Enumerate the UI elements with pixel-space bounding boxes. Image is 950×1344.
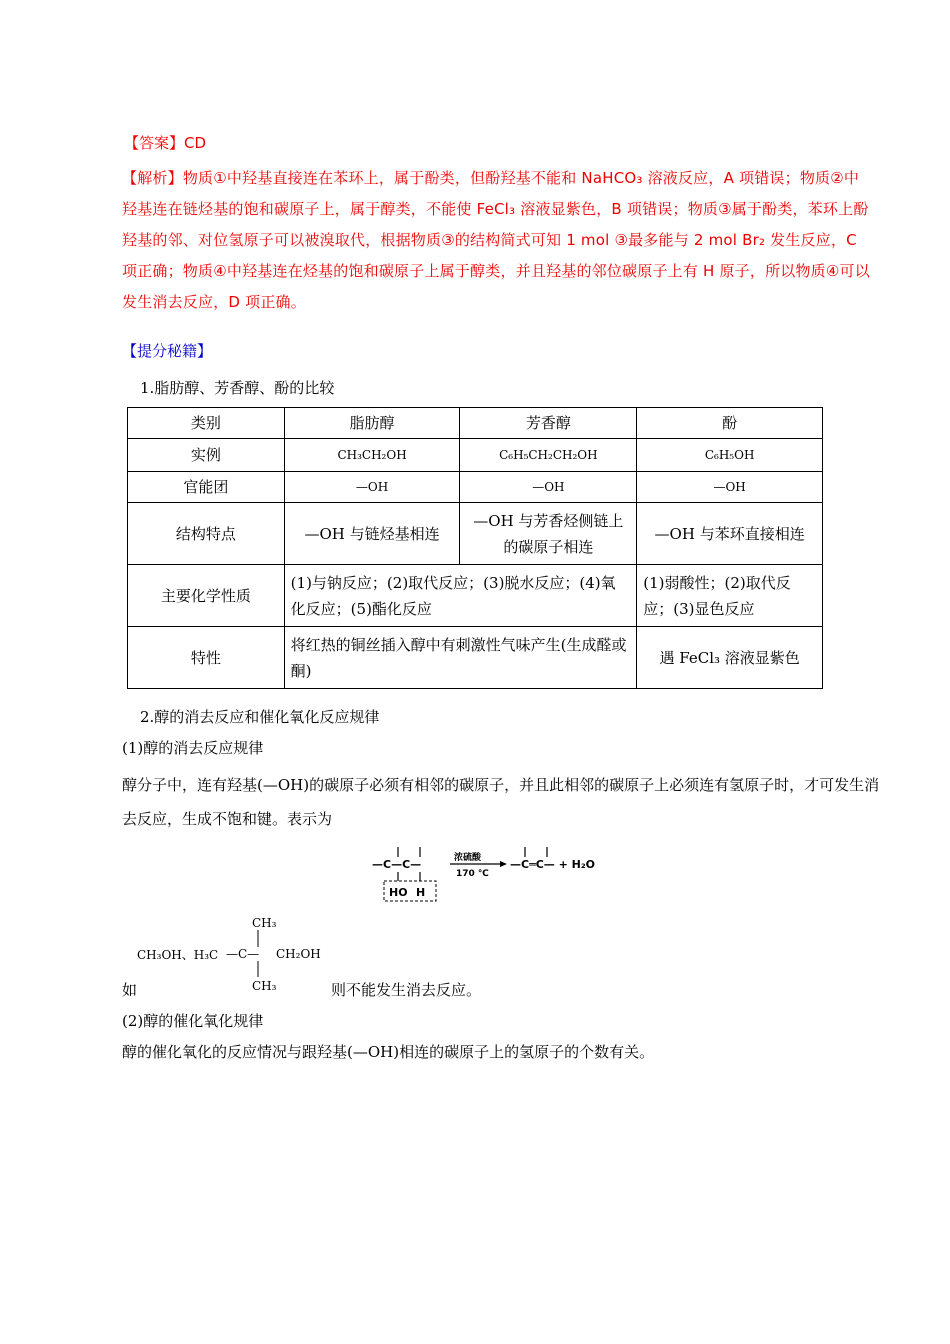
table-row	[128, 503, 823, 565]
header-aromatic: 芳香醇	[460, 408, 637, 439]
cell: —OH 与链烃基相连	[284, 503, 460, 565]
sub1-text: 醇分子中，连有羟基(—OH)的碳原子必须有相邻的碳原子，并且此相邻的碳原子上必须连有氢原子时，才可发生消去反应，生成不饱和键。表示为	[122, 776, 880, 828]
cell: 将红热的铜丝插入醇中有刺激性气味产生(生成醛或酮)	[284, 627, 637, 689]
right-group: CH₂OH	[276, 947, 321, 961]
table-row	[128, 627, 823, 689]
analysis-text: 物质①中羟基直接连在苯环上，属于酚类，但酚羟基不能和 NaHCO₃ 溶液反应，A 项错误；物质②中羟基连在链烃基的饱和碳原子上，属于醇类，不能使 FeCl₃ 溶液显紫色，B 项错误；物质③属于酚类，苯环上酚羟基的邻、对位氢原子可以被溴取代，根据物质③的结构简式可知 1 mol ③最多能与 2 mol Br₂ 发生反应，C 项正确；物质④中羟基连在烃基的饱和碳原子上属于醇类，并且羟基的邻位碳原子上有 H 原子，所以物质④可以发生消去反应，D 项正确。	[122, 169, 870, 311]
elimination-reaction-diagram	[370, 843, 610, 905]
cell: (1)与钠反应；(2)取代反应；(3)脱水反应；(4)氧化反应；(5)酯化反应	[284, 565, 637, 627]
header-category: 类别	[128, 408, 285, 439]
analysis-label: 【解析】	[122, 169, 183, 187]
answer-line	[124, 132, 206, 153]
tips-title: 【提分秘籍】	[122, 342, 213, 360]
section2-title: 2.醇的消去反应和催化氧化反应规律	[140, 708, 380, 726]
row-label: 特性	[128, 627, 285, 689]
reagent-label: 浓硫酸	[454, 853, 482, 863]
answer-label: 【答案】	[124, 134, 185, 152]
ho-label: HO	[389, 886, 408, 899]
table-row	[128, 439, 823, 472]
cell: —OH 与苯环直接相连	[637, 503, 823, 565]
example-mol1: CH₃OH、H₃C	[137, 948, 219, 962]
section1-title: 1.脂肪醇、芳香醇、酚的比较	[140, 379, 335, 397]
sub1-title: (1)醇的消去反应规律	[122, 739, 264, 757]
cell: —OH	[284, 472, 460, 503]
header-phenol: 酚	[637, 408, 823, 439]
row-label: 主要化学性质	[128, 565, 285, 627]
cell: (1)弱酸性；(2)取代反应；(3)显色反应	[637, 565, 823, 627]
cell: CH₃CH₂OH	[284, 439, 460, 472]
svg-text:—C—C—: —C—C—	[372, 858, 422, 871]
tertiary-alcohol-structure	[226, 915, 346, 995]
product-label: —C═C— + H₂O	[510, 858, 596, 871]
sub2-title: (2)醇的催化氧化规律	[122, 1012, 264, 1030]
example-suffix: 则不能发生消去反应。	[331, 981, 482, 999]
row-label: 结构特点	[128, 503, 285, 565]
arrow-head	[500, 861, 507, 867]
table-row	[128, 565, 823, 627]
cell: —OH	[637, 472, 823, 503]
h-label: H	[416, 886, 426, 899]
example-prefix: 如	[122, 981, 138, 999]
sub2-text: 醇的催化氧化的反应情况与跟羟基(—OH)相连的碳原子上的氢原子的个数有关。	[122, 1043, 655, 1061]
analysis-paragraph	[122, 163, 870, 318]
top-ch3: CH₃	[252, 916, 277, 930]
row-label: 实例	[128, 439, 285, 472]
cell: C₆H₅OH	[637, 439, 823, 472]
table-header-row	[128, 408, 823, 439]
temp-label: 170 ℃	[456, 869, 489, 879]
bottom-ch3: CH₃	[252, 979, 277, 993]
cell: —OH 与芳香烃侧链上的碳原子相连	[460, 503, 637, 565]
table-row	[128, 472, 823, 503]
cell: —OH	[460, 472, 637, 503]
cell: C₆H₅CH₂CH₂OH	[460, 439, 637, 472]
comparison-table	[127, 407, 823, 689]
cell: 遇 FeCl₃ 溶液显紫色	[637, 627, 823, 689]
answer-value: CD	[184, 134, 207, 152]
svg-text:—C—: —C—	[226, 947, 260, 961]
row-label: 官能团	[128, 472, 285, 503]
reactant-structure	[372, 847, 436, 901]
header-aliphatic: 脂肪醇	[284, 408, 460, 439]
